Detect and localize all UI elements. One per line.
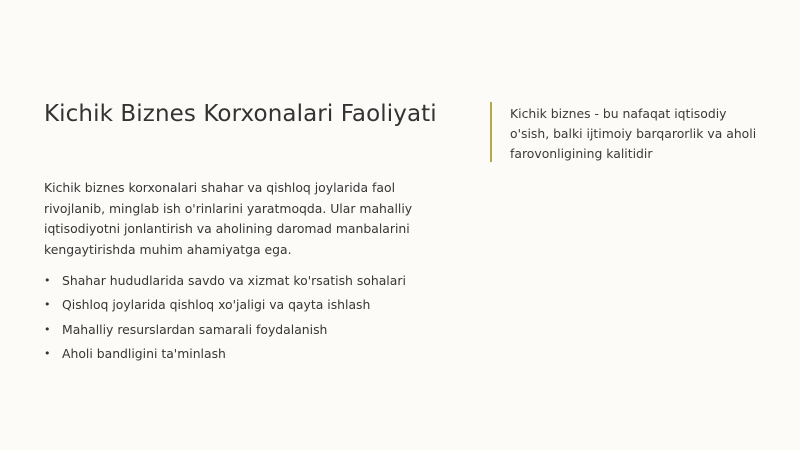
bullet-text: Aholi bandligini ta'minlash [62,346,226,362]
body-paragraph: Kichik biznes korxonalari shahar va qishloq joylarida faol rivojlanib, minglab ish o'rinlarini yaratmoqda. Ular mahalliy iqtisodiyotni jonlantirish va aholining daromad manbalarini kengaytirishda muhim ahamiyatga ega. [44,180,413,257]
bullet-item [44,268,464,293]
bullet-icon: • [44,347,51,361]
bullet-text: Shahar hududlarida savdo va xizmat ko'rsatish sohalari [62,272,406,288]
quote-text: Kichik biznes - bu nafaqat iqtisodiy o'sish, balki ijtimoiy barqarorlik va aholi farovonligining kalitidir [510,106,757,161]
quote-callout [490,102,757,162]
bullet-item [44,317,464,342]
bullet-icon: • [44,322,51,336]
bullet-icon: • [44,298,51,312]
slide-title: Kichik Biznes Korxonalari Faoliyati [44,101,437,127]
bullet-item [44,293,464,318]
bullet-text: Mahalliy resurslardan samarali foydalanish [62,321,328,337]
bullet-item [44,342,464,367]
bullet-icon: • [44,273,51,287]
bullet-list [44,268,464,366]
bullet-text: Qishloq joylarida qishloq xo'jaligi va qayta ishlash [62,297,371,313]
